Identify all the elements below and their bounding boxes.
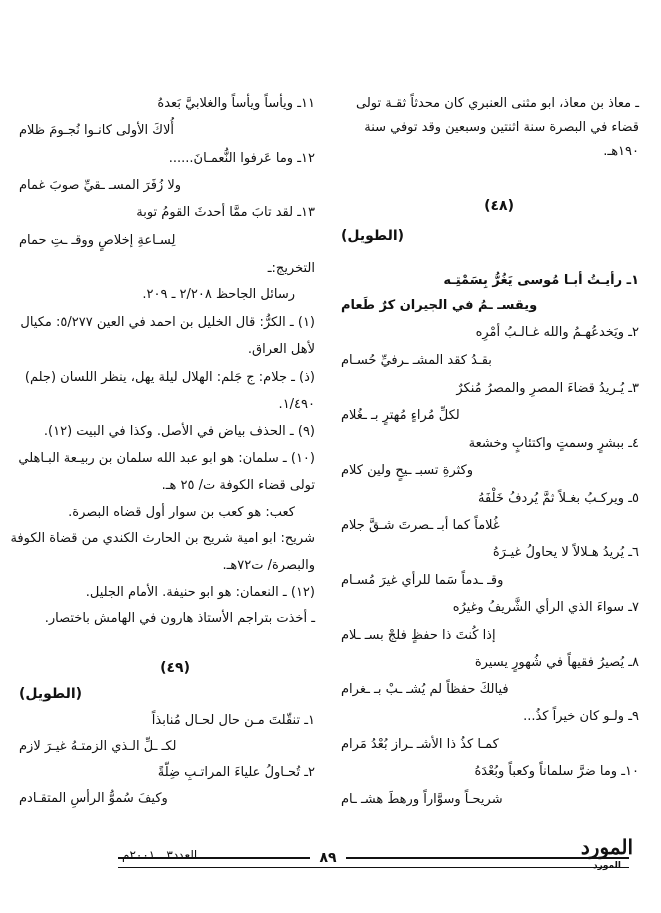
verse-line: ٣ـ يُـريدُ قضاءَ المصرِ والمصرُ مُنكرٌ: [456, 381, 639, 396]
note-line: شريح: ابو امية شريح بن الحارث الكندي من قضاة الكوفة: [10, 531, 315, 546]
note-line: لأهل العراق.: [247, 342, 315, 357]
note-line: (١٠) ـ سلمان: هو ابو عبد الله سلمان بن ربيـعة البـاهلي: [18, 451, 315, 466]
note-line: ـ أخذت بتراجم الأستاذ هارون في الهامش باختصار.: [44, 611, 315, 626]
footer-rule-thin: [118, 867, 629, 868]
verse-line: أُلاكَ الأولى كانـوا نُجـومَ ظلام: [19, 123, 175, 138]
verse-line: ويقسـ ـمُ في الجيران كرٌ طَعام: [341, 298, 538, 313]
verse-line: ١١ـ ويأساً ويأساً والغلابيَّ بَعدهُ: [157, 96, 315, 111]
verse-line: ٧ـ سواءَ الذي الرأي الشَّريفُ وغيرُه: [452, 600, 639, 615]
verse-line: لكلِّ مُراءٍ مُهترٍ بـ ـغُلام: [341, 408, 460, 423]
verse-line: ٩ـ ولـو كان خيراً كذُ...: [523, 709, 639, 724]
note-line: (٩) ـ الحذف بياض في الأصل. وكذا في البيت (١٢).: [43, 424, 315, 439]
verse-line: ٥ـ ويركـبُ بغـلاً ثمَّ يُردفُ خَلْفَهُ: [478, 491, 639, 506]
verse-line: لكـ ـلِّ الـذي الزمتـهُ غيـرَ لازم: [19, 739, 177, 754]
note-line: رسائل الجاحظ ٢/٢٠٨ ـ ٢٠٩.: [142, 287, 295, 302]
takhrij-title: التخريج:ـ: [267, 261, 315, 276]
verse-line: غُلاماً كما أبـ ـصرتَ شـقَّ جلام: [341, 518, 500, 533]
note-line: كعب: هو كعب بن سوار أول قضاه البصرة.: [68, 505, 295, 520]
verse-line: ٢ـ تُحـاولُ علياءَ المراتـبِ ضِلّةً: [157, 765, 315, 780]
note-line: (ذ) ـ جلام: ج جَلم: الهلال ليلة يهل، ينظر اللسان (جلم): [24, 370, 315, 385]
verse-line: وقـ ـدماً سَما للرأي غيرَ مُسـام: [341, 573, 504, 588]
verse-line: ٢ـ ويَخدعُهـمُ والله غـالـبُ أمْرِه: [475, 325, 639, 340]
intro-line: ١٩٠هـ.: [603, 144, 639, 159]
note-line: تولى قضاء الكوفة ت/ ٢٥ هـ.: [161, 478, 315, 493]
note-line: (١٢) ـ النعمان: هو ابو حنيفة. الأمام الجليل.: [85, 585, 315, 600]
verse-line: ٤ـ ببشرٍ وسمتٍ واكتئابٍ وخشعة: [468, 436, 639, 451]
verse-line: وكيفَ سُموُّ الرأسِ المتقـادم: [19, 791, 168, 806]
note-line: والبصرة/ ت٧٢هـ.: [222, 558, 315, 573]
verse-line: ولا زُفَرَ المسـ ـقيِّ صوبَ غمام: [19, 178, 182, 193]
verse-line: وكثرةِ تسبـ ـيحٍ ولين كلام: [341, 463, 474, 478]
verse-line: شريحـاً وسوَّاراً ورهطَ هشـ ـام: [341, 792, 503, 807]
verse-line: ١٢ـ وما عَرفوا النُّعمـانَ......: [168, 151, 315, 166]
verse-line: فيالكَ حفظاً لم يُشـ ـبْ بـ ـغرام: [341, 682, 509, 697]
page-number: ٨٩: [310, 850, 346, 866]
verse-line: ١٠ـ وما ضرَّ سلماناً وكعباً وبُعْدَهُ: [474, 764, 639, 779]
poem-meter: (الطويل): [341, 228, 405, 244]
verse-line: بقـدُ كقد المشـ ـرفيِّ حُسـام: [341, 353, 492, 368]
journal-logo: المورد: [580, 835, 633, 859]
verse-line: ٦ـ يُريدُ هـلالاً لا يحاولُ غيـرَهُ: [492, 545, 639, 560]
verse-line: كمـا كذُ ذا الأشـ ـراز بُعْدُ مَرام: [341, 737, 499, 752]
issue-label: العدد٣ ـ ٢٠٠١م: [122, 848, 198, 862]
verse-line: ٨ـ يُصيرُ فقيهاً في شُهورٍ يسيرة: [474, 655, 639, 670]
verse-line: إذا كُنتَ ذا حفظٍ فلجْ بسـ ـلام: [341, 628, 496, 643]
intro-line: ـ معاذ بن معاذ، ابو مثنى العنبري كان محدثاً ثقـة تولى: [356, 96, 639, 111]
verse-line: ١ـ تنقّلتَ مـن حال لحـال مُنابذاً: [151, 713, 315, 728]
poem-number: (٤٨): [484, 198, 514, 214]
note-line: ١/٤٩٠.: [278, 397, 315, 412]
poem-number: (٤٩): [160, 660, 190, 676]
verse-line: ١ـ رأيـتُ أبـا مُوسى يَغُرُّ بِسَمْتِـه: [443, 273, 639, 288]
verse-line: لِسـاعةِ إخلاصٍ ووقـ ـتِ حمام: [19, 233, 176, 248]
verse-line: ١٣ـ لقد تابَ ممَّا أحدثَ القومُ توبة: [136, 205, 315, 220]
note-line: (١) ـ الكرُّ: قال الخليل بن احمد في العين ٥/٢٧٧: مكيال: [20, 315, 315, 330]
journal-logo-sub: المورد: [593, 861, 621, 871]
poem-meter: (الطويل): [19, 686, 83, 702]
intro-line: قضاء في البصرة سنة اثنتين وسبعين وقد توفي سنة: [364, 120, 639, 135]
